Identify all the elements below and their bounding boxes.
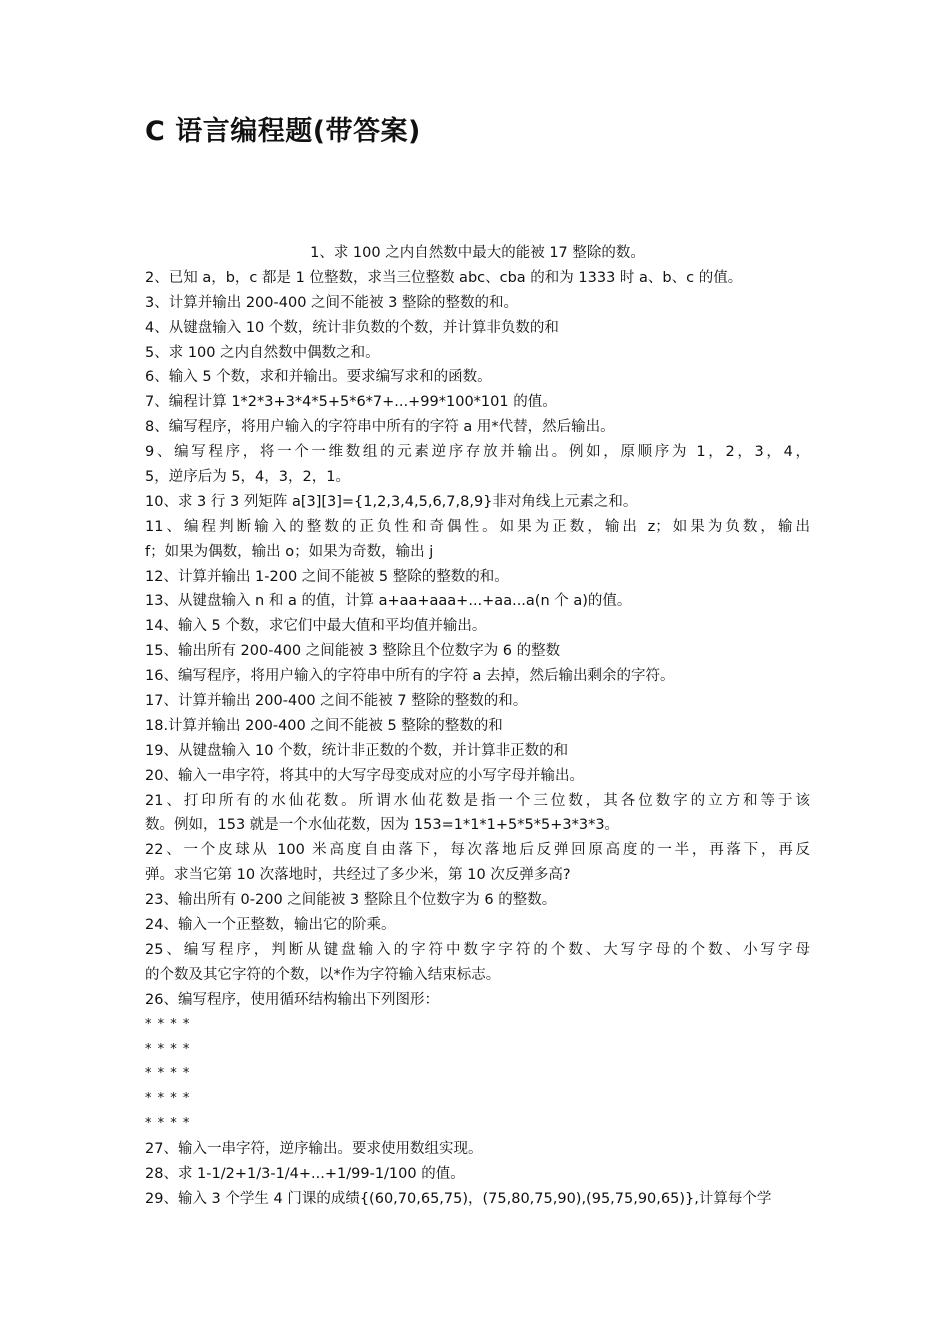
star-pattern-row: * * * *: [145, 1091, 191, 1107]
question-line: 数。例如，153 就是一个水仙花数，因为 153=1*1*1+5*5*5+3*3*3。: [145, 817, 620, 834]
question-list: [145, 241, 810, 1212]
question-line: 8、编写程序，将用户输入的字符串中所有的字符 a 用*代替，然后输出。: [145, 419, 615, 436]
question-line: f；如果为偶数，输出 o；如果为奇数，输出 j: [145, 543, 434, 560]
question-line: 17、计算并输出 200-400 之间不能被 7 整除的整数的和。: [145, 693, 528, 710]
question-line: 6、输入 5 个数，求和并输出。要求编写求和的函数。: [145, 369, 492, 386]
question-line: 16、编写程序，将用户输入的字符串中所有的字符 a 去掉，然后输出剩余的字符。: [145, 668, 675, 685]
question-line: 19、从键盘输入 10 个数，统计非正数的个数，并计算非正数的和: [145, 742, 569, 759]
question-line: 14、输入 5 个数，求它们中最大值和平均值并输出。: [145, 618, 487, 635]
question-line: 27、输入一串字符，逆序输出。要求使用数组实现。: [145, 1141, 483, 1158]
star-pattern-row: * * * *: [145, 1016, 191, 1032]
question-line: 26、编写程序，使用循环结构输出下列图形：: [145, 991, 439, 1008]
question-line: 2、已知 a，b，c 都是 1 位整数，求当三位整数 abc、cba 的和为 1333 时 a、b、c 的值。: [145, 269, 743, 286]
question-line: 3、计算并输出 200-400 之间不能被 3 整除的整数的和。: [145, 294, 518, 311]
question-line: 10、求 3 行 3 列矩阵 a[3][3]={1,2,3,4,5,6,7,8,9}非对角线上元素之和。: [145, 493, 638, 510]
question-line: 13、从键盘输入 n 和 a 的值，计算 a+aa+aaa+...+aa...a(n 个 a)的值。: [145, 593, 632, 610]
question-line: 5，逆序后为 5，4，3，2，1。: [145, 469, 350, 486]
question-line: 1、求 100 之内自然数中最大的能被 17 整除的数。: [310, 245, 645, 261]
question-line: 15、输出所有 200-400 之间能被 3 整除且个位数字为 6 的整数: [145, 643, 561, 660]
question-line: 24、输入一个正整数，输出它的阶乘。: [145, 917, 396, 934]
star-pattern-row: * * * *: [145, 1041, 191, 1057]
question-line: 20、输入一串字符，将其中的大写字母变成对应的小写字母并输出。: [145, 767, 584, 784]
question-line: 弹。求当它第 10 次落地时，共经过了多少米，第 10 次反弹多高?: [145, 867, 571, 884]
question-line: 的个数及其它字符的个数，以*作为字符输入结束标志。: [145, 966, 501, 983]
question-line: 18.计算并输出 200-400 之间不能被 5 整除的整数的和: [145, 717, 503, 734]
question-line: 4、从键盘输入 10 个数，统计非负数的个数，并计算非负数的和: [145, 319, 559, 336]
question-line: 22、一个皮球从 100 米高度自由落下，每次落地后反弹回原高度的一半，再落下，再反: [145, 842, 810, 859]
star-pattern-row: * * * *: [145, 1116, 191, 1132]
question-line: 11、编程判断输入的整数的正负性和奇偶性。如果为正数，输出 z；如果为负数，输出: [145, 518, 810, 535]
question-line: 12、计算并输出 1-200 之间不能被 5 整除的整数的和。: [145, 568, 509, 585]
document-title: C 语言编程题(带答案): [145, 116, 421, 147]
question-line: 28、求 1-1/2+1/3-1/4+...+1/99-1/100 的值。: [145, 1165, 465, 1182]
star-pattern-row: * * * *: [145, 1066, 191, 1082]
question-line: 29、输入 3 个学生 4 门课的成绩{(60,70,65,75)，(75,80,75,90),(95,75,90,65)},计算每个学: [145, 1190, 772, 1207]
question-line: 25、编写程序，判断从键盘输入的字符中数字字符的个数、大写字母的个数、小写字母: [145, 941, 810, 958]
question-line: 23、输出所有 0-200 之间能被 3 整除且个位数字为 6 的整数。: [145, 892, 557, 909]
question-line: 5、求 100 之内自然数中偶数之和。: [145, 344, 380, 361]
question-line: 9、编写程序，将一个一维数组的元素逆序存放并输出。例如，原顺序为 1，2，3，4，: [145, 444, 810, 461]
question-line: 7、编程计算 1*2*3+3*4*5+5*6*7+...+99*100*101 的值。: [145, 394, 557, 411]
question-line: 21、打印所有的水仙花数。所谓水仙花数是指一个三位数，其各位数字的立方和等于该: [145, 792, 810, 809]
